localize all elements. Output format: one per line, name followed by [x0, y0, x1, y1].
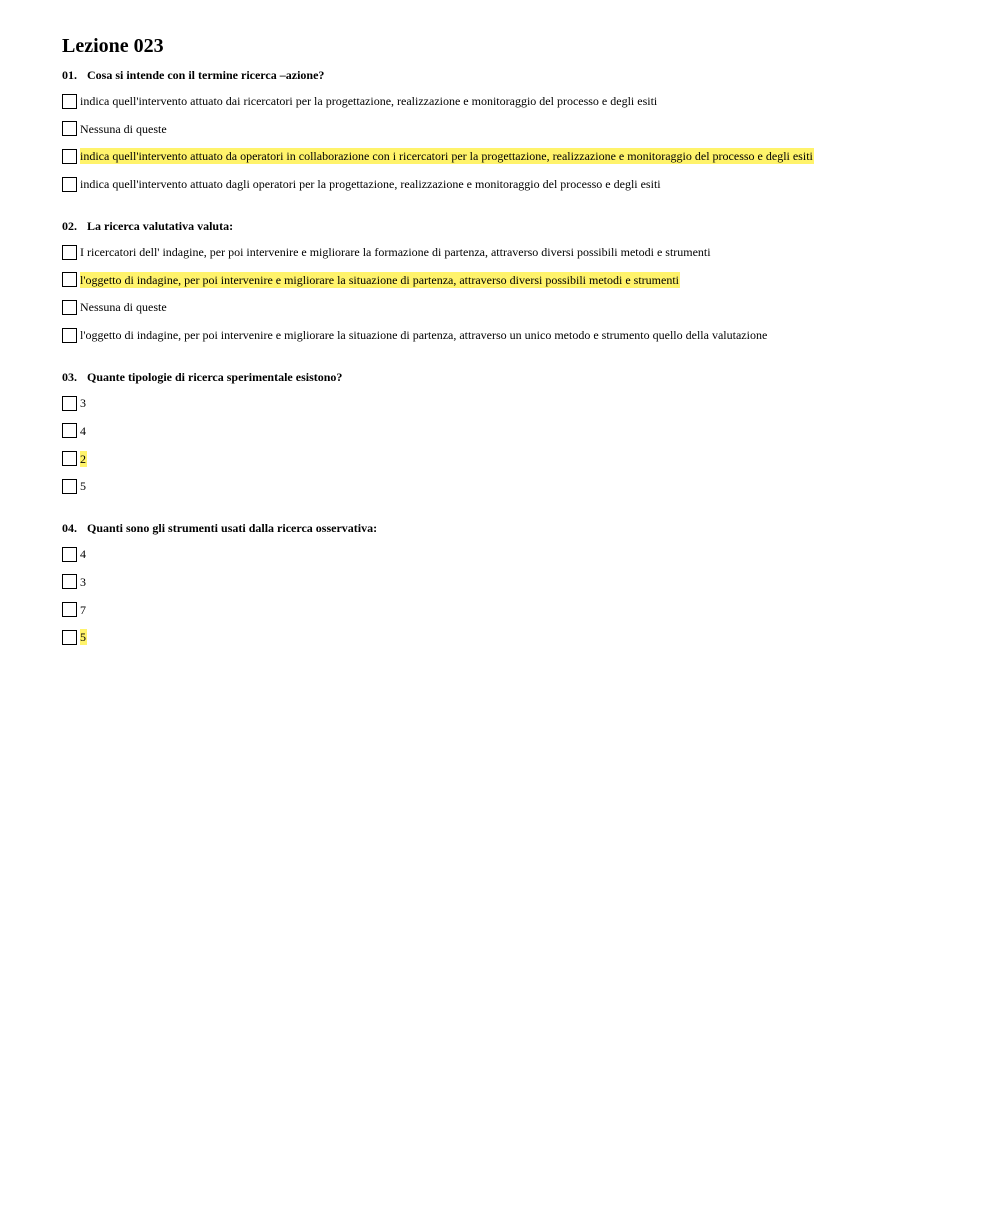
question-label: Quante tipologie di ricerca sperimentale esistono? [87, 370, 343, 385]
question-number: 01. [62, 68, 77, 82]
checkbox[interactable] [62, 121, 77, 136]
question-text [62, 369, 962, 385]
answer-option[interactable] [62, 176, 962, 192]
answer-text-highlighted: indica quell'intervento attuato da operatori in collaborazione con i ricercatori per la progettazione, realizzazione e monitoraggio del processo e degli esiti [80, 149, 813, 164]
answer-text-highlighted: 5 [80, 630, 86, 645]
answer-option[interactable] [62, 93, 962, 109]
answer-text: I ricercatori dell' indagine, per poi intervenire e migliorare la formazione di partenza, attraverso diversi possibili metodi e strumenti [80, 245, 711, 260]
answer-text: indica quell'intervento attuato dagli operatori per la progettazione, realizzazione e monitoraggio del processo e degli esiti [80, 177, 661, 192]
checkbox[interactable] [62, 149, 77, 164]
checkbox[interactable] [62, 328, 77, 343]
answer-option[interactable] [62, 478, 962, 494]
checkbox[interactable] [62, 177, 77, 192]
answer-option[interactable] [62, 121, 962, 137]
answer-option[interactable] [62, 546, 962, 562]
question-text [62, 520, 962, 536]
checkbox[interactable] [62, 547, 77, 562]
question-label: Quanti sono gli strumenti usati dalla ricerca osservativa: [87, 521, 378, 536]
answer-text-highlighted: l'oggetto di indagine, per poi intervenire e migliorare la situazione di partenza, attraverso diversi possibili metodi e strumenti [80, 272, 679, 287]
answer-option[interactable] [62, 148, 962, 164]
answer-option[interactable] [62, 327, 962, 343]
checkbox[interactable] [62, 574, 77, 589]
answer-text: Nessuna di queste [80, 300, 167, 315]
question-number: 03. [62, 370, 77, 385]
checkbox[interactable] [62, 602, 77, 617]
question-4 [62, 520, 962, 645]
question-number: 04. [62, 521, 77, 536]
question-1 [62, 67, 962, 192]
answer-text: 3 [80, 396, 86, 411]
answer-text: 3 [80, 574, 86, 589]
answer-option[interactable] [62, 423, 962, 439]
answer-text: indica quell'intervento attuato dai ricercatori per la progettazione, realizzazione e monitoraggio del processo e degli esiti [80, 94, 658, 108]
answer-option[interactable] [62, 574, 962, 590]
answer-option[interactable] [62, 299, 962, 315]
answer-option[interactable] [62, 272, 962, 288]
checkbox[interactable] [62, 272, 77, 287]
checkbox[interactable] [62, 479, 77, 494]
answer-option[interactable] [62, 629, 962, 645]
answer-list [62, 546, 962, 645]
checkbox[interactable] [62, 245, 77, 260]
answer-option[interactable] [62, 451, 962, 467]
answer-text: l'oggetto di indagine, per poi intervenire e migliorare la situazione di partenza, attraverso un unico metodo e strumento quello della valutazione [80, 328, 768, 343]
question-label: La ricerca valutativa valuta: [87, 219, 234, 234]
answer-text: 4 [80, 423, 86, 438]
answer-text: 4 [80, 547, 86, 562]
document-page [62, 33, 962, 645]
checkbox[interactable] [62, 423, 77, 438]
checkbox[interactable] [62, 396, 77, 411]
answer-option[interactable] [62, 244, 962, 260]
question-text [62, 218, 962, 234]
checkbox[interactable] [62, 630, 77, 645]
answer-list [62, 395, 962, 494]
page-title: Lezione 023 [62, 35, 164, 57]
answer-text: 7 [80, 602, 86, 617]
checkbox[interactable] [62, 94, 77, 109]
checkbox[interactable] [62, 300, 77, 315]
answer-text: Nessuna di queste [80, 121, 167, 136]
answer-text: 5 [80, 479, 86, 494]
answer-list [62, 93, 962, 192]
answer-text-highlighted: 2 [80, 451, 86, 466]
answer-option[interactable] [62, 602, 962, 618]
answer-list [62, 244, 962, 343]
question-text [62, 67, 962, 83]
question-label: Cosa si intende con il termine ricerca –azione? [87, 68, 325, 82]
question-number: 02. [62, 219, 77, 234]
answer-option[interactable] [62, 395, 962, 411]
checkbox[interactable] [62, 451, 77, 466]
question-3 [62, 369, 962, 494]
question-2 [62, 218, 962, 343]
